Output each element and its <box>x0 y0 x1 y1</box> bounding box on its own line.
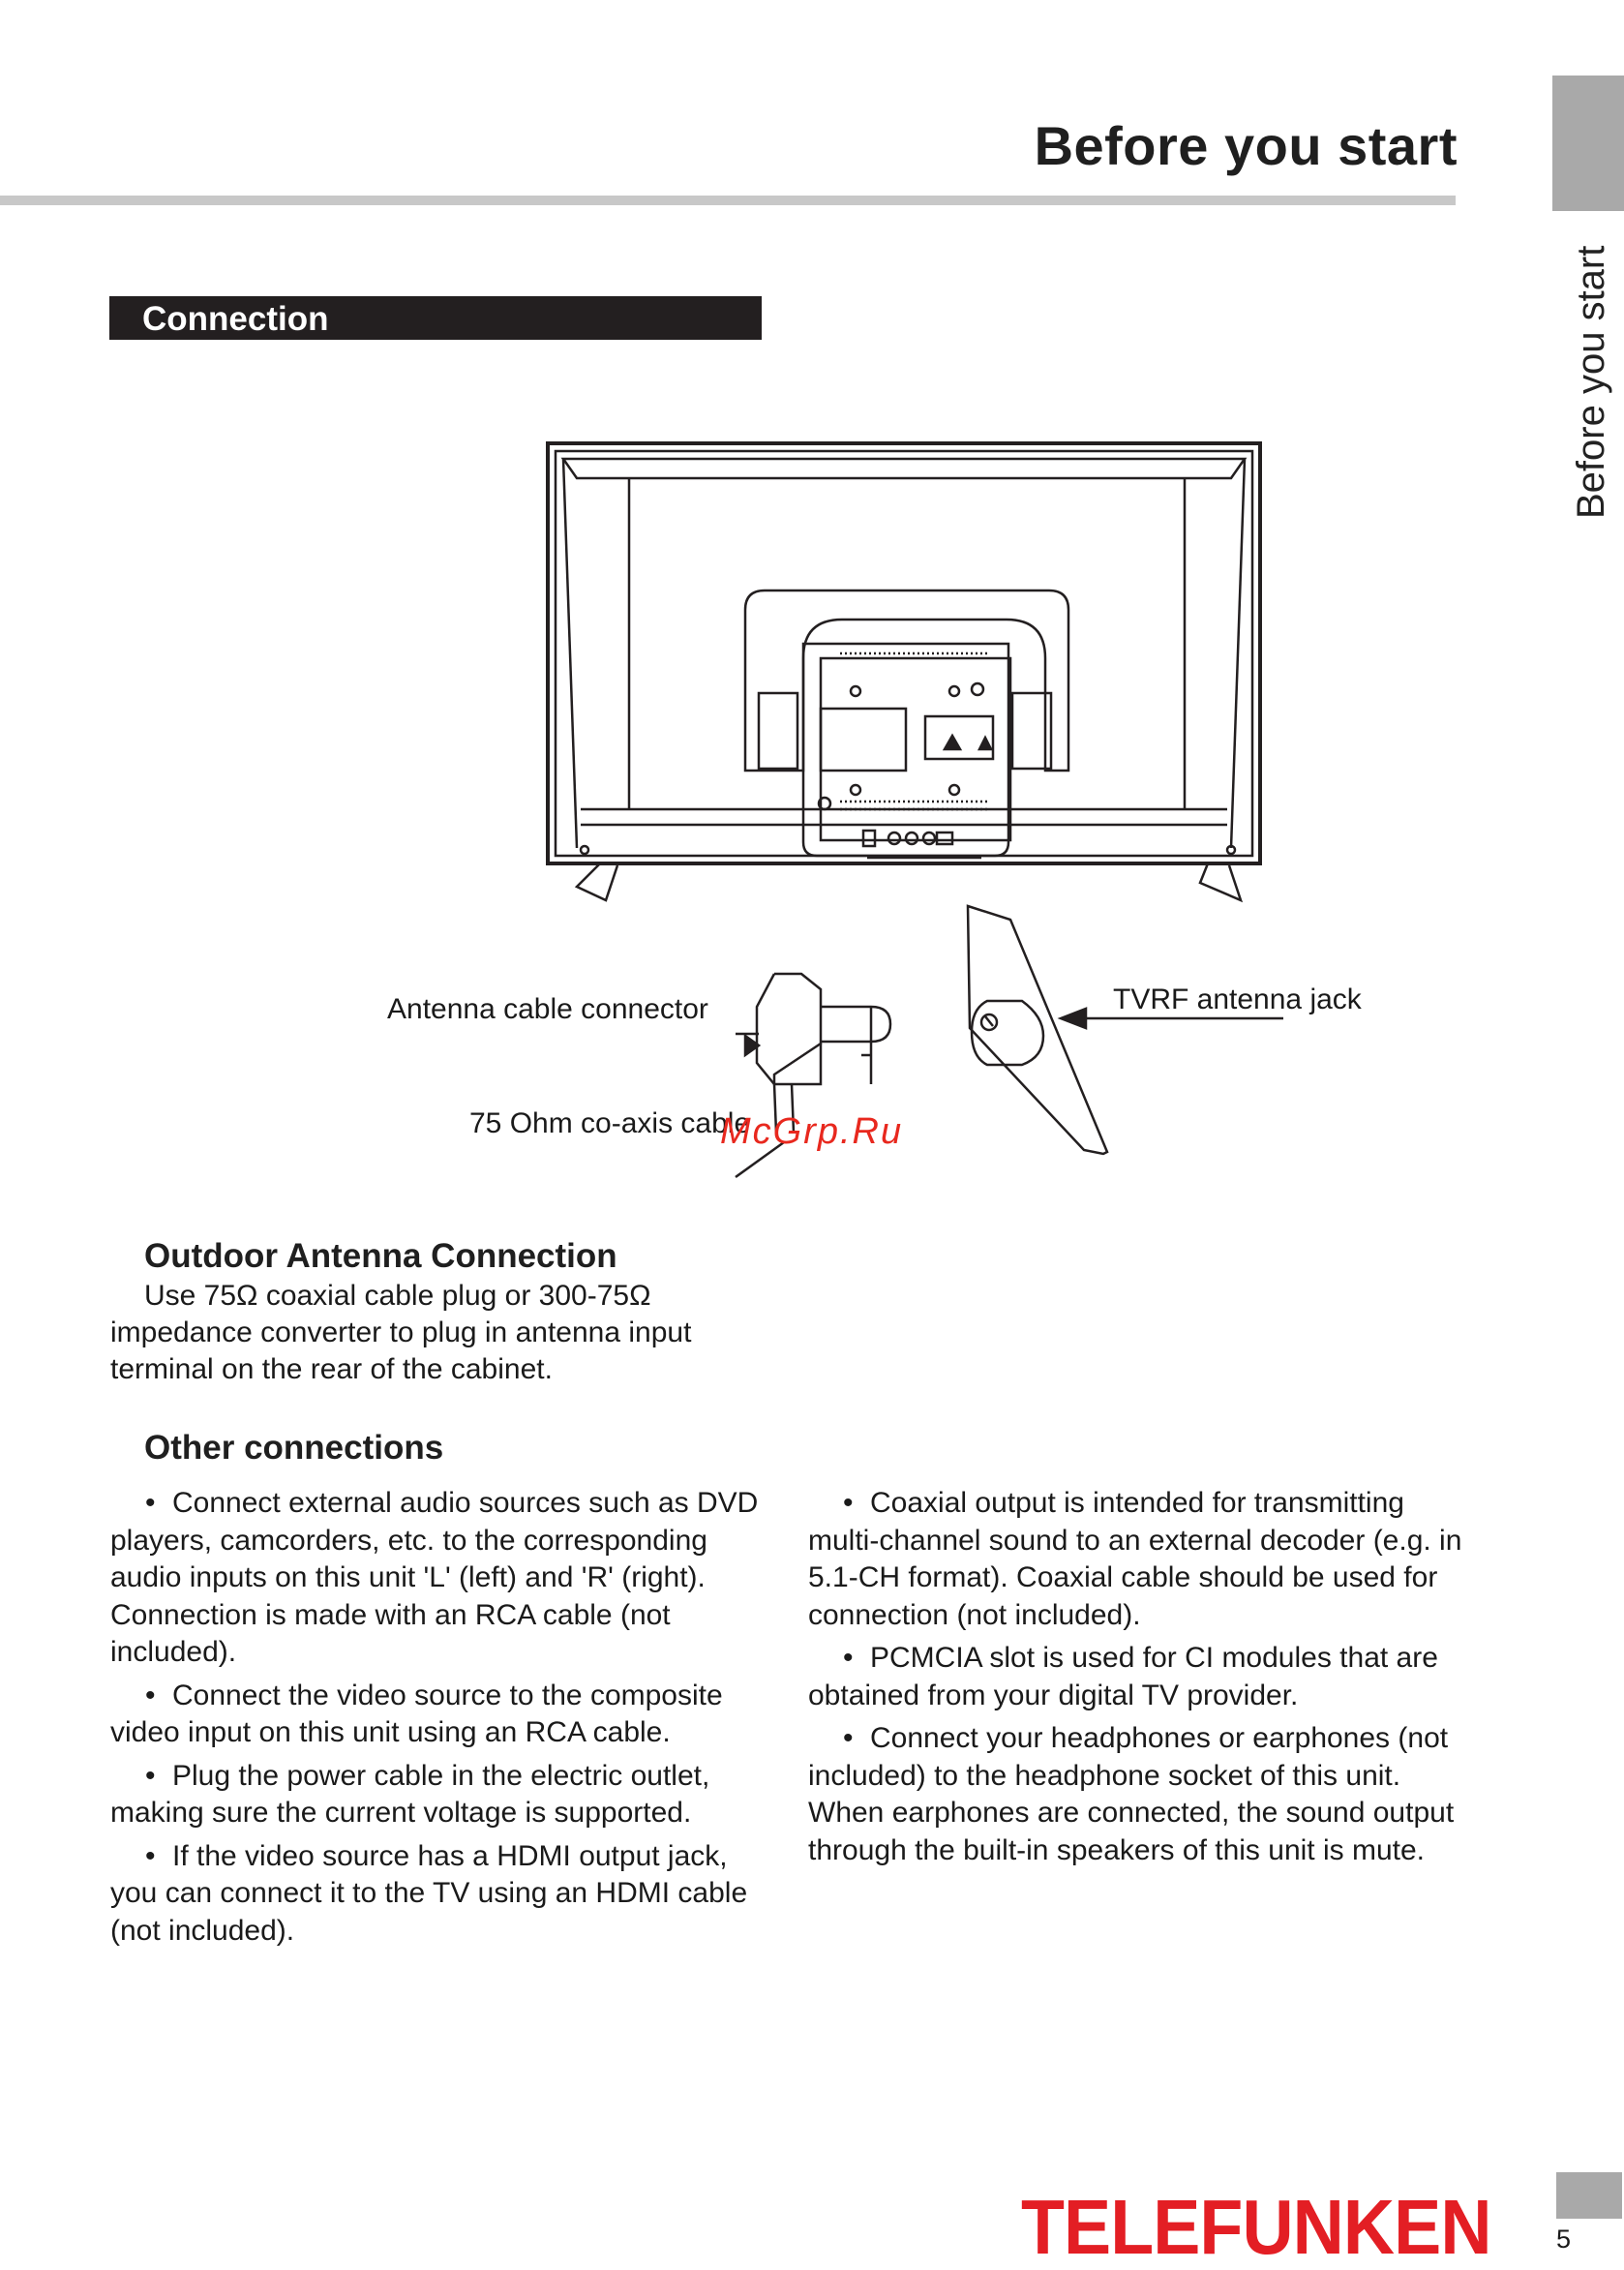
other-left-column <box>110 1485 759 1955</box>
outdoor-line-2: impedance converter to plug in antenna input <box>110 1317 692 1348</box>
list-item <box>110 1758 759 1832</box>
brand-logo: TELEFUNKEN <box>1021 2184 1491 2270</box>
list-item <box>808 1720 1466 1869</box>
bullet: • <box>843 1642 854 1674</box>
watermark: McGrp.Ru <box>720 1111 904 1152</box>
list-item-text: If the video source has a HDMI output jack, you can connect it to the TV using an HDMI cable (not included). <box>110 1839 748 1947</box>
bullet: • <box>145 1759 156 1792</box>
antenna-plug-illustration <box>745 974 890 1133</box>
outdoor-line-3: terminal on the rear of the cabinet. <box>110 1353 553 1385</box>
other-heading: Other connections <box>144 1429 444 1467</box>
list-item <box>808 1640 1466 1714</box>
list-item-text: Connect the video source to the composite video input on this unit using an RCA cable. <box>110 1679 723 1748</box>
list-item <box>110 1485 759 1672</box>
label-coax-cable: 75 Ohm co-axis cable <box>469 1107 751 1139</box>
list-item-text: Coaxial output is intended for transmitting multi-channel sound to an external decoder (e.g. in 5.1-CH format). Coaxial cable should be used for connection (not included). <box>808 1487 1462 1631</box>
outdoor-heading: Outdoor Antenna Connection <box>144 1237 617 1275</box>
list-item <box>110 1678 759 1752</box>
page-number-tab <box>1556 2172 1622 2219</box>
list-item-text: Plug the power cable in the electric outlet, making sure the current voltage is supported. <box>110 1759 710 1829</box>
bullet: • <box>145 1679 156 1711</box>
list-item-text: Connect your headphones or earphones (not included) to the headphone socket of this unit. When earphones are connected, the sound output through the built-in speakers of this unit is mute. <box>808 1722 1455 1866</box>
list-item-text: PCMCIA slot is used for CI modules that are obtained from your digital TV provider. <box>808 1642 1438 1711</box>
bullet: • <box>145 1839 156 1872</box>
tv-rear-illustration <box>548 443 1260 900</box>
list-item <box>808 1485 1466 1634</box>
outdoor-line-1: Use 75Ω coaxial cable plug or 300-75Ω <box>144 1280 651 1312</box>
chapter-side-label-text: Before you start <box>1570 245 1612 519</box>
page-title: Before you start <box>1034 115 1458 176</box>
label-antenna-cable-connector: Antenna cable connector <box>387 993 708 1025</box>
page-number: 5 <box>1556 2225 1572 2254</box>
antenna-jack-illustration <box>968 906 1283 1154</box>
bullet: • <box>843 1487 854 1519</box>
section-title: Connection <box>142 300 329 338</box>
label-tvrf-antenna-jack: TVRF antenna jack <box>1113 984 1362 1015</box>
list-item-text: Connect external audio sources such as DVD players, camcorders, etc. to the corresponding audio inputs on this unit 'L' (left) and 'R' (right). Connection is made with an RCA cable (not included). <box>110 1487 759 1668</box>
other-right-column <box>808 1485 1466 1875</box>
list-item <box>110 1838 759 1951</box>
bullet: • <box>843 1722 854 1754</box>
bullet: • <box>145 1487 156 1519</box>
